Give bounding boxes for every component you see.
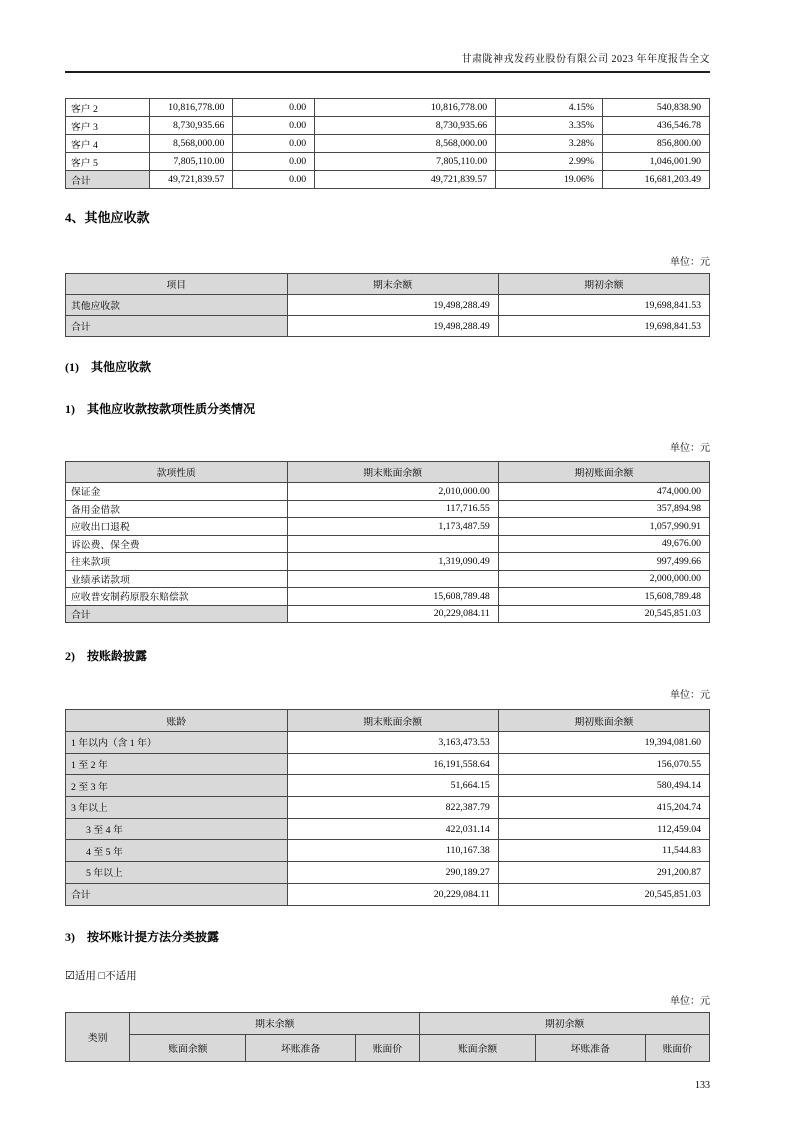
section-title-other-receivables: 4、其他应收款: [65, 210, 150, 225]
value-cell: 20,545,851.03: [498, 883, 709, 905]
table-row: [66, 862, 710, 884]
header-cell: 项目: [66, 274, 288, 295]
header-cell: 款项性质: [66, 462, 288, 483]
heading-nature-classification: 1) 其他应收款按款项性质分类情况: [65, 402, 255, 416]
total-row: [66, 883, 710, 905]
value-cell: 1,319,090.49: [287, 553, 498, 571]
value-cell: 15,608,789.48: [498, 588, 709, 606]
value-cell: 7,805,110.00: [149, 153, 233, 171]
value-cell: 3.28%: [496, 135, 603, 153]
unit-label: 单位：元: [670, 257, 710, 268]
header-cell-group-end: 期末余额: [130, 1012, 420, 1034]
page-header: [65, 50, 710, 73]
table-row: [66, 535, 710, 553]
label-cell: 保证金: [66, 483, 288, 501]
value-cell: 16,191,558.64: [287, 753, 498, 775]
value-cell: 997,499.66: [498, 553, 709, 571]
value-cell: 19,498,288.49: [287, 316, 498, 337]
header-row: [66, 710, 710, 732]
value-cell: 0.00: [233, 99, 315, 117]
value-cell: 0.00: [233, 171, 315, 189]
value-cell: 19,498,288.49: [287, 295, 498, 316]
label-cell: 其他应收款: [66, 295, 288, 316]
total-label-cell: 合计: [66, 171, 150, 189]
subheader-cell: 账面余额: [420, 1034, 536, 1061]
value-cell: 19.06%: [496, 171, 603, 189]
unit-label: 单位：元: [670, 443, 710, 454]
value-cell: [287, 535, 498, 553]
value-cell: 0.00: [233, 135, 315, 153]
header-row: [66, 1012, 710, 1034]
header-cell-group-begin: 期初余额: [420, 1012, 710, 1034]
value-cell: 436,546.78: [603, 117, 710, 135]
value-cell: 7,805,110.00: [315, 153, 496, 171]
table-row: [66, 135, 710, 153]
label-cell: 往来款项: [66, 553, 288, 571]
value-cell: 19,698,841.53: [498, 316, 709, 337]
header-cell: 期初账面余额: [498, 710, 709, 732]
value-cell: 3.35%: [496, 117, 603, 135]
table-row: [66, 483, 710, 501]
value-cell: 856,800.00: [603, 135, 710, 153]
subheader-cell: 账面价: [355, 1034, 419, 1061]
value-cell: 110,167.38: [287, 840, 498, 862]
header-cell: 期末余额: [287, 274, 498, 295]
header-cell: 期末账面余额: [287, 462, 498, 483]
heading-aging-disclosure: 2) 按账龄披露: [65, 649, 147, 663]
header-cell: 期初余额: [498, 274, 709, 295]
other-receivables-summary-table: [65, 273, 710, 337]
table-row: [66, 732, 710, 754]
label-cell: 5 年以上: [66, 862, 288, 884]
value-cell: 51,664.15: [287, 775, 498, 797]
table-row: [66, 753, 710, 775]
total-label-cell: 合计: [66, 316, 288, 337]
label-cell: 3 年以上: [66, 797, 288, 819]
value-cell: 540,838.90: [603, 99, 710, 117]
value-cell: 1,057,990.91: [498, 518, 709, 536]
applicable-label: 适用: [74, 970, 96, 982]
table-row: [66, 295, 710, 316]
table-row: [66, 840, 710, 862]
heading-bad-debt-method: 3) 按坏账计提方法分类披露: [65, 929, 219, 944]
value-cell: 474,000.00: [498, 483, 709, 501]
label-cell: 业绩承诺款项: [66, 570, 288, 588]
label-cell: 客户 2: [66, 99, 150, 117]
value-cell: 112,459.04: [498, 818, 709, 840]
value-cell: 2,000,000.00: [498, 570, 709, 588]
value-cell: 19,394,081.60: [498, 732, 709, 754]
table-row: [66, 518, 710, 536]
label-cell: 3 至 4 年: [66, 818, 288, 840]
table-row: [66, 775, 710, 797]
value-cell: 16,681,203.49: [603, 171, 710, 189]
table-row: [66, 588, 710, 606]
applicability-line: [65, 968, 710, 983]
value-cell: 20,229,084.11: [287, 605, 498, 623]
header-row: [66, 462, 710, 483]
label-cell: 1 至 2 年: [66, 753, 288, 775]
value-cell: 580,494.14: [498, 775, 709, 797]
label-cell: 客户 5: [66, 153, 150, 171]
total-row: [66, 605, 710, 623]
customers-table: [65, 98, 710, 189]
value-cell: 0.00: [233, 153, 315, 171]
value-cell: 15,608,789.48: [287, 588, 498, 606]
total-row: [66, 316, 710, 337]
table-row: [66, 153, 710, 171]
label-cell: 客户 3: [66, 117, 150, 135]
table-row: [66, 117, 710, 135]
value-cell: 0.00: [233, 117, 315, 135]
subheader-cell: 账面价: [645, 1034, 709, 1061]
unchecked-checkbox-icon: □: [98, 969, 106, 982]
aging-table: [65, 709, 710, 906]
value-cell: 8,568,000.00: [315, 135, 496, 153]
value-cell: 11,544.83: [498, 840, 709, 862]
total-label-cell: 合计: [66, 605, 288, 623]
table-row: [66, 797, 710, 819]
label-cell: 应收普安制药原股东赔偿款: [66, 588, 288, 606]
label-cell: 2 至 3 年: [66, 775, 288, 797]
value-cell: 20,545,851.03: [498, 605, 709, 623]
header-cell: 期初账面余额: [498, 462, 709, 483]
label-cell: 应收出口退税: [66, 518, 288, 536]
value-cell: 8,730,935.66: [315, 117, 496, 135]
value-cell: [287, 570, 498, 588]
label-cell: 1 年以内（含 1 年）: [66, 732, 288, 754]
report-header-title: 甘肃陇神戎发药业股份有限公司 2023 年年度报告全文: [461, 54, 710, 65]
value-cell: 1,173,487.59: [287, 518, 498, 536]
table-row: [66, 500, 710, 518]
subheader-cell: 坏账准备: [536, 1034, 645, 1061]
label-cell: 客户 4: [66, 135, 150, 153]
page-number: 133: [695, 1079, 710, 1091]
checked-checkbox-icon: ☑: [65, 969, 75, 982]
value-cell: 8,730,935.66: [149, 117, 233, 135]
unit-label: 单位：元: [670, 690, 710, 701]
table-row: [66, 553, 710, 571]
value-cell: 19,698,841.53: [498, 295, 709, 316]
value-cell: 422,031.14: [287, 818, 498, 840]
value-cell: 2.99%: [496, 153, 603, 171]
value-cell: 49,721,839.57: [149, 171, 233, 189]
subheader-row: [66, 1034, 710, 1061]
table-row: [66, 818, 710, 840]
value-cell: 1,046,001.90: [603, 153, 710, 171]
total-row: [66, 171, 710, 189]
value-cell: 49,676.00: [498, 535, 709, 553]
value-cell: 415,204.74: [498, 797, 709, 819]
value-cell: 49,721,839.57: [315, 171, 496, 189]
table-row: [66, 99, 710, 117]
bad-debt-method-table: [65, 1012, 710, 1062]
label-cell: 4 至 5 年: [66, 840, 288, 862]
subheader-cell: 账面余额: [130, 1034, 246, 1061]
value-cell: 2,010,000.00: [287, 483, 498, 501]
nature-classification-table: [65, 461, 710, 623]
subsection-title-other-receivables: (1) 其他应收款: [65, 360, 151, 374]
value-cell: 117,716.55: [287, 500, 498, 518]
value-cell: 8,568,000.00: [149, 135, 233, 153]
value-cell: 4.15%: [496, 99, 603, 117]
value-cell: 291,200.87: [498, 862, 709, 884]
not-applicable-label: 不适用: [105, 970, 137, 982]
header-cell: 期末账面余额: [287, 710, 498, 732]
total-label-cell: 合计: [66, 883, 288, 905]
header-cell: 账龄: [66, 710, 288, 732]
value-cell: 3,163,473.53: [287, 732, 498, 754]
value-cell: 10,816,778.00: [315, 99, 496, 117]
value-cell: 10,816,778.00: [149, 99, 233, 117]
label-cell: 备用金借款: [66, 500, 288, 518]
value-cell: 20,229,084.11: [287, 883, 498, 905]
value-cell: 822,387.79: [287, 797, 498, 819]
value-cell: 357,894.98: [498, 500, 709, 518]
table-row: [66, 570, 710, 588]
subheader-cell: 坏账准备: [246, 1034, 355, 1061]
value-cell: 290,189.27: [287, 862, 498, 884]
unit-label: 单位：元: [670, 995, 710, 1007]
header-cell-category: 类别: [66, 1012, 130, 1061]
header-row: [66, 274, 710, 295]
label-cell: 诉讼费、保全费: [66, 535, 288, 553]
value-cell: 156,070.55: [498, 753, 709, 775]
